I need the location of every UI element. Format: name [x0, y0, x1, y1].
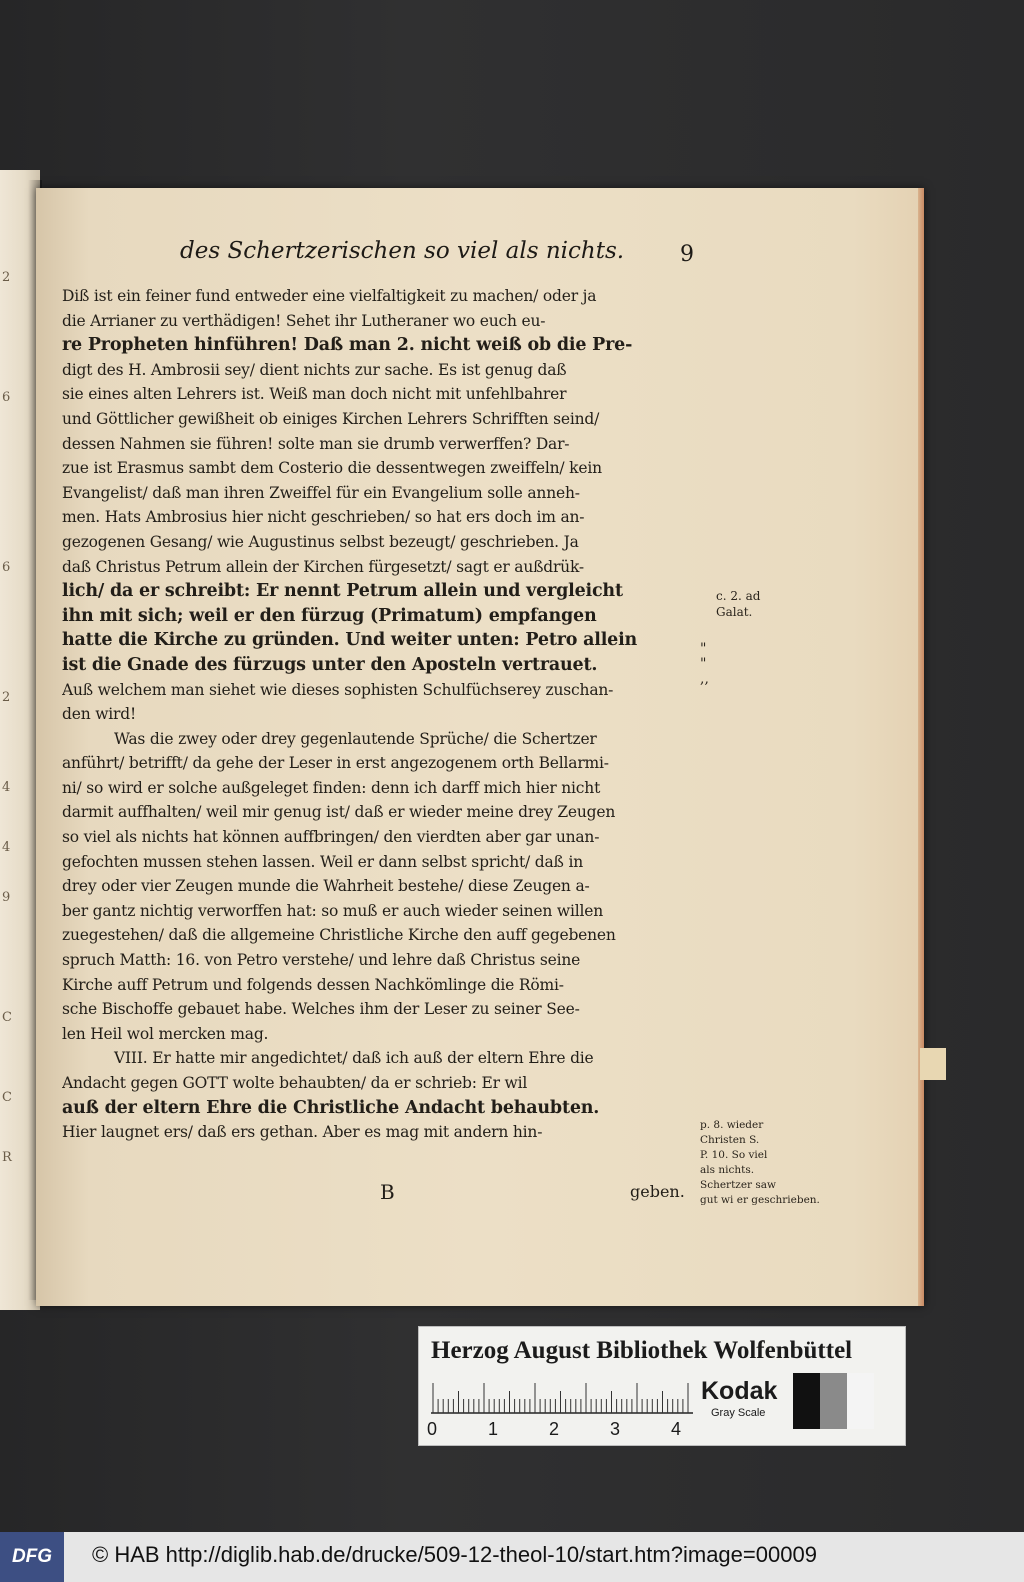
page-tab-marker	[920, 1048, 946, 1080]
text-line: auß der eltern Ehre die Christliche Andacht behaubten.	[62, 1097, 600, 1118]
gray-scale-label: Gray Scale	[711, 1407, 766, 1419]
text-line: und Göttlicher gewißheit ob einiges Kirchen Lehrers Schrifften seind/	[62, 409, 600, 428]
text-line: ist die Gnade des fürzugs unter den Aposteln vertrauet.	[62, 654, 598, 675]
left-page-glyph: 6	[2, 390, 11, 405]
text-line: zuegestehen/ daß die allgemeine Christliche Kirche den auff gegebenen	[62, 926, 616, 945]
page-number: 9	[680, 242, 694, 267]
left-page-glyph: 9	[2, 890, 11, 905]
text-line: ihn mit sich; weil er den fürzug (Primatum) empfangen	[62, 605, 597, 626]
text-line: sche Bischoffe gebauet habe. Welches ihm der Leser zu seiner See-	[62, 1000, 580, 1019]
left-page-glyph: C	[2, 1010, 12, 1025]
page-edge	[918, 188, 924, 1306]
ruler-number: 4	[671, 1419, 682, 1439]
text-line: daß Christus Petrum allein der Kirchen fürgesetzt/ sagt er außdrük-	[62, 557, 584, 576]
footer-credit: © HAB http://diglib.hab.de/drucke/509-12-theol-10/start.htm?image=00009	[92, 1542, 817, 1567]
text-line: ber gantz nichtig verworffen hat: so muß er auch wieder seinen willen	[62, 901, 604, 920]
ruler-scale	[431, 1377, 693, 1415]
library-name: Herzog August Bibliothek Wolfenbüttel	[431, 1337, 853, 1364]
left-page-glyph: 2	[2, 270, 11, 285]
dfg-logo: DFG	[0, 1532, 64, 1582]
text-line: hatte die Kirche zu gründen. Und weiter unten: Petro allein	[62, 630, 638, 651]
running-head: des Schertzerischen so viel als nichts.	[180, 238, 625, 264]
margin-note: c. 2. ad Galat.	[716, 589, 761, 619]
body-text	[62, 284, 702, 1145]
text-line: spruch Matth: 16. von Petro verstehe/ und lehre daß Christus seine	[62, 951, 581, 970]
text-line: Diß ist ein feiner fund entweder eine vielfaltigkeit zu machen/ oder ja	[62, 287, 597, 305]
left-page-glyph: 4	[2, 780, 11, 795]
text-line: len Heil wol mercken mag.	[62, 1024, 269, 1043]
text-line: digt des H. Ambrosii sey/ dient nichts zur sache. Es ist genug daß	[62, 360, 567, 379]
text-line: gefochten mussen stehen lassen. Weil er dann selbst spricht/ daß in	[62, 852, 583, 871]
text-line: Auß welchem man siehet wie dieses sophisten Schulfüchserey zuschan-	[62, 680, 614, 699]
left-page-glyph: 2	[2, 690, 11, 705]
text-line: Was die zwey oder drey gegenlautende Sprüche/ die Schertzer	[114, 729, 597, 748]
catchword: geben.	[630, 1182, 685, 1201]
text-line: Evangelist/ daß man ihren Zweiffel für ein Evangelium solle anneh-	[62, 483, 580, 502]
gray-swatch	[793, 1373, 820, 1429]
text-line: re Propheten hinführen! Daß man 2. nicht weiß ob die Pre-	[62, 335, 633, 356]
text-line: drey oder vier Zeugen munde die Wahrheit bestehe/ diese Zeugen a-	[62, 877, 590, 896]
text-line: men. Hats Ambrosius hier nicht geschrieben/ so hat ers doch im an-	[62, 508, 585, 527]
text-line: Kirche auff Petrum und folgends dessen Nachkömlinge die Römi-	[62, 975, 564, 994]
margin-note-references: p. 8. wieder Christen S. P. 10. So viel als nichts. Schertzer saw gut wi er geschrieben.	[700, 1119, 820, 1206]
text-line: VIII. Er hatte mir angedichtet/ daß ich auß der eltern Ehre die	[114, 1049, 594, 1068]
text-line: lich/ da er schreibt: Er nennt Petrum allein und vergleicht	[62, 581, 623, 602]
gray-swatch	[820, 1373, 847, 1429]
left-page-glyph: C	[2, 1090, 12, 1105]
text-line: zue ist Erasmus sambt dem Costerio die dessentwegen zweiffeln/ kein	[62, 459, 602, 478]
left-page-glyph: 6	[2, 560, 11, 575]
margin-quote-marks: " " ,,	[700, 641, 709, 687]
left-page-glyph: R	[2, 1150, 12, 1165]
ruler-number: 3	[610, 1419, 621, 1439]
text-line: Andacht gegen GOTT wolte behaubten/ da er schrieb: Er wil	[62, 1074, 528, 1092]
signature-mark: B	[380, 1180, 395, 1204]
ruler-number: 0	[427, 1419, 438, 1439]
ruler-number: 2	[549, 1419, 560, 1439]
kodak-logo: Kodak	[701, 1377, 778, 1405]
ruler-number: 1	[488, 1419, 499, 1439]
text-line: so viel als nichts hat können auffbringen/ den vierdten aber gar unan-	[62, 828, 600, 847]
text-line: Hier laugnet ers/ daß ers gethan. Aber es mag mit andern hin-	[62, 1123, 543, 1142]
text-line: anführt/ betrifft/ da gehe der Leser in erst angezogenem orth Bellarmi-	[62, 754, 609, 773]
text-line: die Arrianer zu verthädigen! Sehet ihr Lutheraner wo euch eu-	[62, 311, 546, 330]
left-page-glyph: 4	[2, 840, 11, 855]
text-line: sie eines alten Lehrers ist. Weiß man doch nicht mit unfehlbahrer	[62, 385, 567, 404]
text-line: den wird!	[62, 705, 136, 724]
footer-bar	[0, 1532, 1024, 1582]
gray-swatch	[847, 1373, 874, 1429]
text-line: gezogenen Gesang/ wie Augustinus selbst bezeugt/ geschrieben. Ja	[62, 532, 579, 551]
text-line: darmit auffhalten/ weil mir genug ist/ daß er wieder meine drey Zeugen	[62, 803, 616, 822]
color-target-card	[418, 1326, 906, 1446]
text-line: ni/ so wird er solche außgeleget finden: denn ich darff mich hier nicht	[62, 778, 601, 797]
text-line: dessen Nahmen sie führen! solte man sie drumb verwerffen? Dar-	[62, 434, 570, 453]
